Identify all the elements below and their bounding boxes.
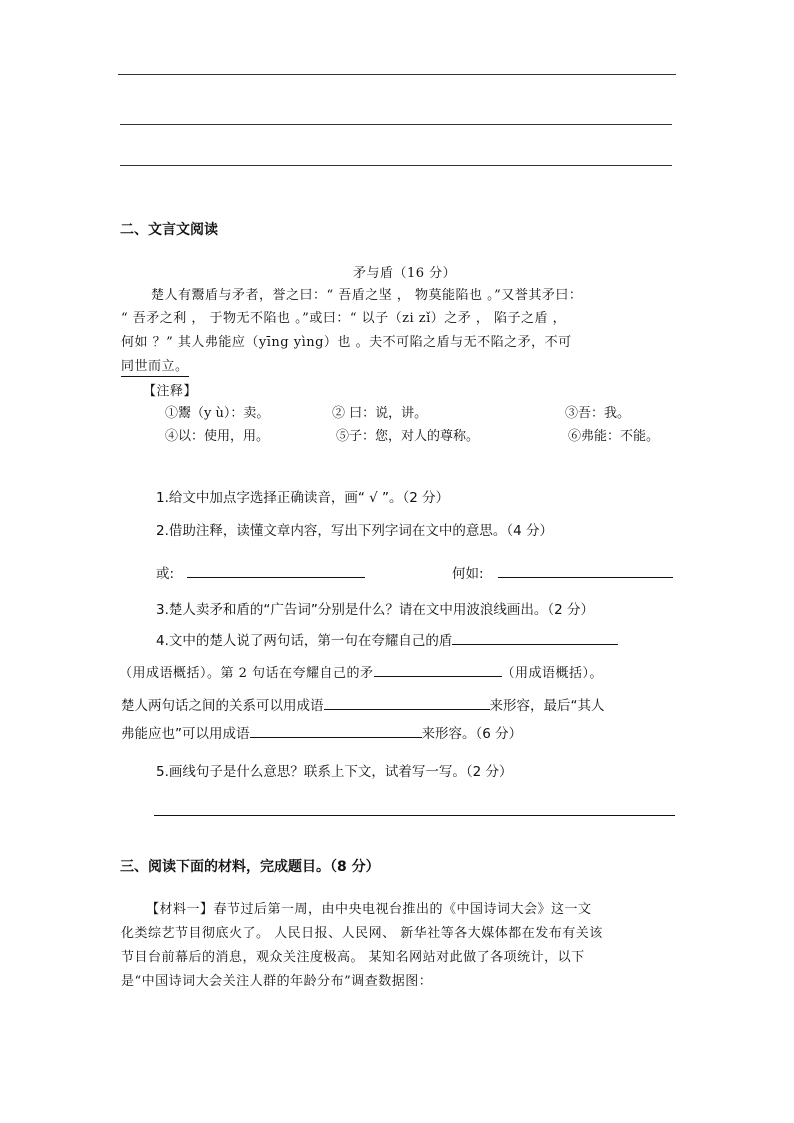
answer-line-heru[interactable] [498,577,673,578]
note-6: ⑥弗能：不能。 [568,429,660,444]
material-line-4: 是“中国诗词大会关注人群的年龄分布”调查数据图： [121,974,433,989]
question-4-line-2 [119,662,603,681]
note-3: ③吾：我。 [565,406,631,421]
question-4-line-1 [156,629,618,649]
section-3-heading: 三、阅读下面的材料，完成题目。（8 分） [120,859,380,875]
section-2-heading: 二、文言文阅读 [120,222,218,238]
material-line-3: 节目台前幕后的消息，观众关注度极高。 某知名网站对此做了各项统计，以下 [121,950,585,965]
question-4-text-2a: （用成语概括）。第 2 句话在夸耀自己的矛 [119,666,374,681]
passage-line-4 [121,355,189,377]
question-1: 1.给文中加点字选择正确读音，画“ √ ”。（2 分） [156,490,450,506]
note-2: ② 曰：说，讲。 [332,406,428,421]
answer-blank-spear[interactable] [374,662,502,677]
question-5: 5.画线句子是什么意思？联系上下文，试着写一写。（2 分） [156,764,513,780]
question-2-item-huo: 或: [156,566,175,582]
answer-blank-relation-idiom[interactable] [324,695,490,710]
passage-line-3: 何如 ？” 其人弗能应（yīng yìng）也 。夫不可陷之盾与无不陷之矛，不可 [121,335,572,350]
question-4-text-3b: 来形容，最后“其人 [489,698,605,714]
question-4-line-4 [121,722,522,742]
question-4-line-3 [121,694,605,714]
passage-line-1: 楚人有鬻盾与矛者，誉之曰：“ 吾盾之坚 ， 物莫能陷也 。”又誉其矛曰： [151,288,583,303]
question-2-item-heru: 何如: [452,566,484,582]
answer-blank-final-idiom[interactable] [250,723,422,738]
question-4-text-2b: （用成语概括）。 [501,666,604,681]
underlined-sentence: 同世而立。 [121,359,189,374]
answer-line-top-2[interactable] [120,124,672,125]
passage-line-2: “ 吾矛之利 ， 于物无不陷也 。”或曰：“ 以子（zi zǐ）之矛 ， 陷子之盾 ， [121,311,567,326]
answer-line-huo[interactable] [187,577,365,578]
answer-line-top-3[interactable] [120,165,672,166]
material-line-1: 【材料一】春节过后第一周，由中央电视台推出的《中国诗词大会》这一文 [146,902,592,917]
question-2: 2.借助注释，读懂文章内容，写出下列字词在文中的意思。（4 分） [156,523,554,539]
answer-line-question-5[interactable] [154,815,675,816]
answer-blank-shield[interactable] [452,630,618,645]
answer-line-top-1[interactable] [118,74,676,75]
note-4: ④以：使用，用。 [165,429,270,444]
question-4-text-4a: 弗能应也”可以用成语 [121,726,250,742]
question-3: 3.楚人卖矛和盾的“广告词”分别是什么？请在文中用波浪线画出。（2 分） [156,602,594,618]
question-4-text-3a: 楚人两句话之间的关系可以用成语 [121,698,324,714]
note-5: ⑤子：您，对人的尊称。 [336,429,480,444]
question-4-text-4b: 来形容。（6 分） [421,726,523,742]
material-line-2: 化类综艺节目彻底火了。 人民日报、人民网、 新华社等各大媒体都在发布有关该 [121,926,603,941]
notes-label: 【注释】 [143,384,198,399]
question-4-text-1: 4.文中的楚人说了两句话，第一句在夸耀自己的盾 [156,633,453,649]
passage-title: 矛与盾（16 分） [353,266,457,281]
note-1: ①鬻（y ù）：卖。 [165,406,270,421]
